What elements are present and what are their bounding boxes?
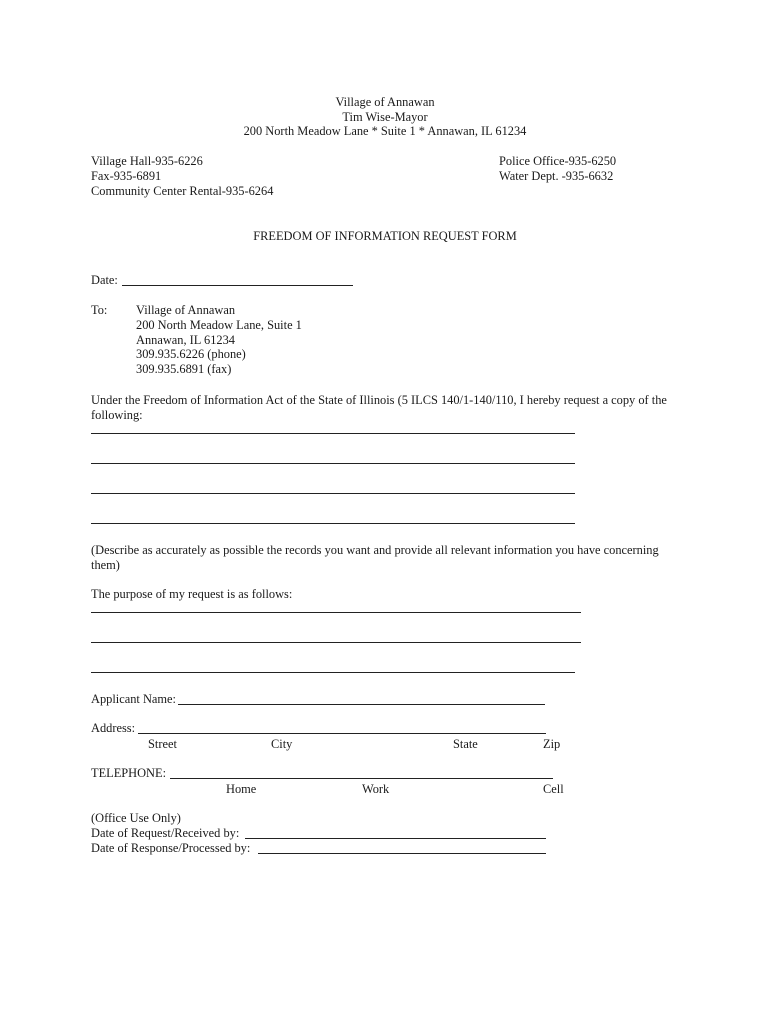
telephone-work-caption: Work	[362, 782, 390, 796]
address-zip-caption: Zip	[543, 737, 561, 751]
request-line-4[interactable]	[91, 523, 575, 524]
contact-police: Police Office-935-6250	[499, 154, 617, 168]
purpose-label: The purpose of my request is as follows:	[91, 587, 293, 601]
recipient-name: Village of Annawan	[136, 303, 236, 317]
telephone-label: TELEPHONE:	[91, 766, 167, 780]
contact-water: Water Dept. -935-6632	[499, 169, 614, 183]
office-use-label: (Office Use Only)	[91, 811, 181, 825]
date-of-response-line[interactable]	[258, 853, 546, 854]
date-of-request-line[interactable]	[245, 838, 546, 839]
to-label: To:	[91, 303, 108, 317]
form-title: FREEDOM OF INFORMATION REQUEST FORM	[253, 229, 517, 243]
contact-village-hall: Village Hall-935-6226	[91, 154, 203, 168]
date-of-response-label: Date of Response/Processed by:	[91, 841, 251, 855]
village-address: 200 North Meadow Lane * Suite 1 * Annawan, IL 61234	[243, 124, 527, 138]
request-text: Under the Freedom of Information Act of the State of Illinois (5 ILCS 140/1-140/110, I hereby request a copy of the following:	[91, 393, 667, 422]
address-city-caption: City	[271, 737, 293, 751]
contact-community-center: Community Center Rental-935-6264	[91, 184, 274, 198]
recipient-street: 200 North Meadow Lane, Suite 1	[136, 317, 302, 332]
telephone-cell-caption: Cell	[543, 782, 564, 796]
recipient-fax: 309.935.6891 (fax)	[136, 362, 232, 377]
request-line-3[interactable]	[91, 493, 575, 494]
purpose-line-3[interactable]	[91, 672, 575, 673]
address-line[interactable]	[138, 733, 546, 734]
recipient-phone: 309.935.6226 (phone)	[136, 347, 246, 362]
recipient-block	[136, 303, 302, 377]
village-name: Village of Annawan	[335, 95, 435, 109]
date-of-request-label: Date of Request/Received by:	[91, 826, 240, 840]
request-line-1[interactable]	[91, 433, 575, 434]
mayor-name: Tim Wise-Mayor	[342, 110, 428, 124]
purpose-line-1[interactable]	[91, 612, 581, 613]
address-state-caption: State	[453, 737, 478, 751]
applicant-name-label: Applicant Name:	[91, 692, 176, 706]
date-label: Date:	[91, 273, 118, 287]
telephone-line[interactable]	[170, 778, 553, 779]
address-street-caption: Street	[148, 737, 177, 751]
describe-text: (Describe as accurately as possible the records you want and provide all relevant information you have concerning them)	[91, 543, 659, 572]
purpose-line-2[interactable]	[91, 642, 581, 643]
telephone-home-caption: Home	[226, 782, 257, 796]
request-line-2[interactable]	[91, 463, 575, 464]
contact-fax: Fax-935-6891	[91, 169, 162, 183]
applicant-name-line[interactable]	[178, 704, 545, 705]
date-line[interactable]	[122, 285, 353, 286]
address-label: Address:	[91, 721, 136, 735]
recipient-city: Annawan, IL 61234	[136, 332, 235, 347]
